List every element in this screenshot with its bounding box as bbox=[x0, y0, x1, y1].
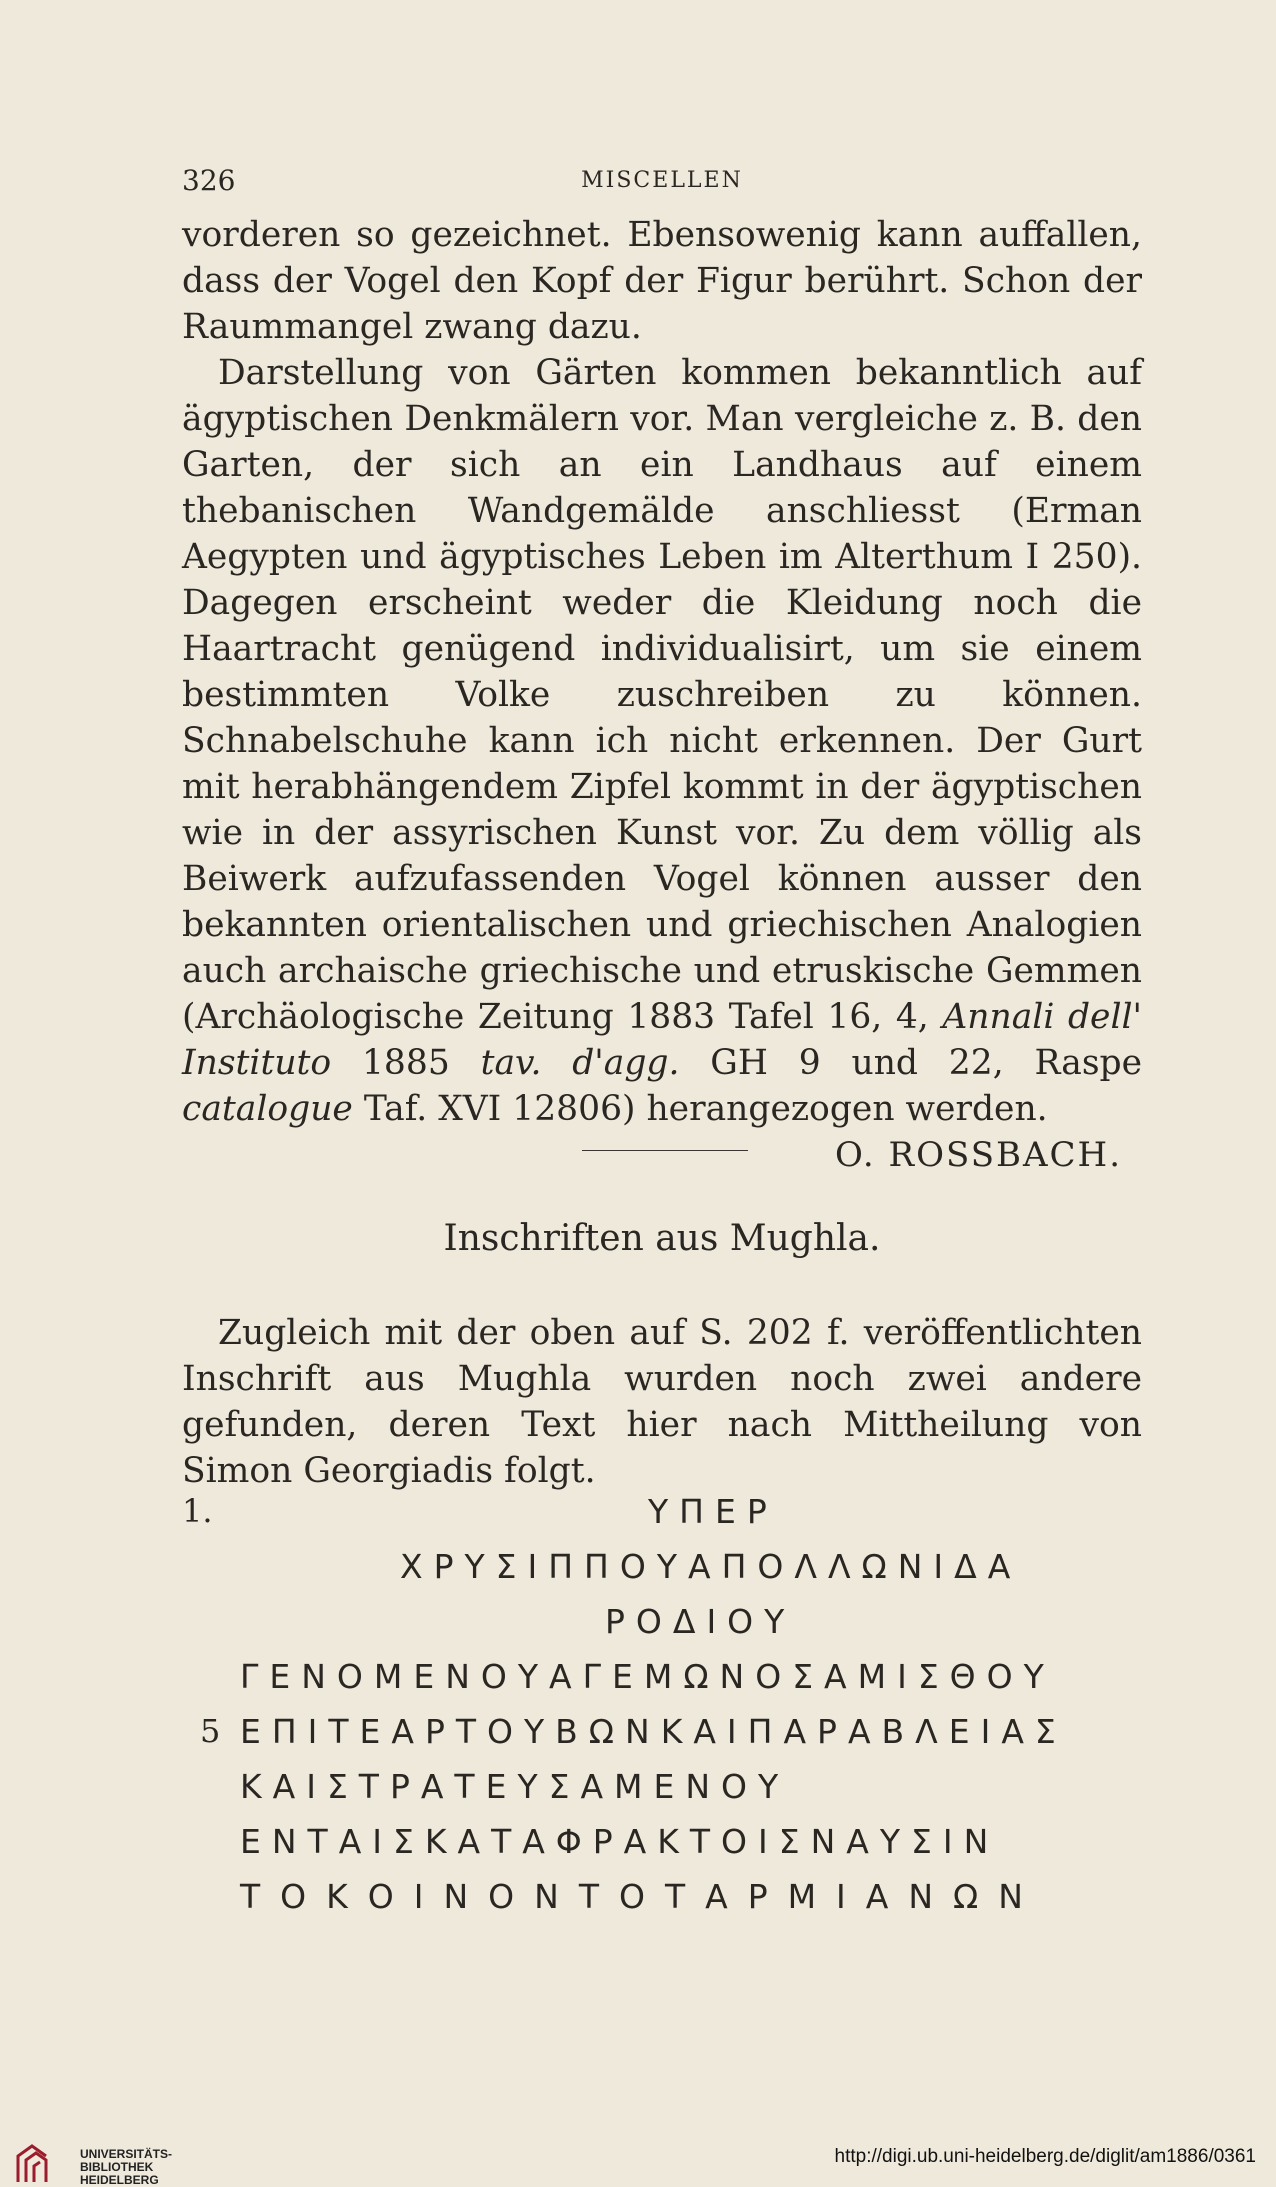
inscription-text-1: ΥΠΕΡ bbox=[648, 1492, 778, 1531]
source-url-link[interactable]: http://digi.ub.uni-heidelberg.de/diglit/am1886/0361 bbox=[834, 2146, 1256, 2167]
library-name bbox=[80, 2148, 172, 2187]
inscription-text-7: ΕΝΤΑΙΣΚΑΤΑΦΡΑΚΤΟΙΣΝΑΥΣΙΝ bbox=[240, 1822, 1000, 1861]
inscription-text-5: ΕΠΙΤΕΑΡΤΟΥΒΩΝΚΑΙΠΑΡΑΒΛΕΙΑΣ bbox=[240, 1712, 1067, 1751]
inscription-line-7 bbox=[182, 1822, 1142, 1877]
paragraph-2-italic-catalogue: catalogue bbox=[182, 1089, 353, 1129]
article-miscellen-text bbox=[182, 212, 1142, 1178]
inscription-line-8 bbox=[182, 1877, 1142, 1932]
paragraph-1: vorderen so gezeichnet. Ebensowenig kann auffallen, dass der Vogel den Kopf der Figur berührt. Schon der Raummangel zwang dazu. bbox=[182, 215, 1142, 347]
inscription-line-5 bbox=[182, 1712, 1142, 1767]
author-signature: O. ROSSBACH. bbox=[835, 1135, 1122, 1175]
paragraph-2 bbox=[182, 350, 1142, 1132]
inscription-line-6 bbox=[182, 1767, 1142, 1822]
inscription-line-4 bbox=[182, 1657, 1142, 1712]
inscription-line-3 bbox=[182, 1602, 1142, 1657]
library-logo-icon bbox=[12, 2142, 72, 2186]
inscriptions-intro bbox=[182, 1310, 1142, 1494]
inscription-line-2 bbox=[182, 1547, 1142, 1602]
page-number: 326 bbox=[182, 164, 236, 197]
greek-inscription bbox=[182, 1492, 1142, 1932]
paragraph-2-text-b: 1885 bbox=[361, 1043, 450, 1083]
intro-paragraph: Zugleich mit der oben auf S. 202 f. veröffentlichten Inschrift aus Mughla wurden noch zwei andere gefunden, deren Text hier nach Mittheilung von Simon Georgiadis folgt. bbox=[182, 1313, 1142, 1491]
paragraph-2-text-d: Taf. XVI 12806) herangezogen werden. bbox=[363, 1089, 1048, 1129]
running-title: MISCELLEN bbox=[581, 168, 743, 193]
inscription-text-3: ΡΟΔΙΟΥ bbox=[605, 1602, 796, 1641]
inscription-text-8: ΤΟΚΟΙΝΟΝΤΟΤΑΡΜΙΑΝΩΝ bbox=[240, 1877, 1043, 1916]
library-line-3: HEIDELBERG bbox=[80, 2173, 159, 2187]
section-divider bbox=[582, 1150, 748, 1151]
line-number-5: 5 bbox=[200, 1712, 221, 1750]
inscription-line-1 bbox=[182, 1492, 1142, 1547]
paragraph-2-italic-tav: tav. d'agg. bbox=[480, 1043, 680, 1083]
inscription-text-6: ΚΑΙΣΤΡΑΤΕΥΣΑΜΕΝΟΥ bbox=[240, 1767, 790, 1806]
library-line-1: UNIVERSITÄTS- bbox=[80, 2147, 173, 2161]
inscription-text-4: ΓΕΝΟΜΕΝΟΥΑΓΕΜΩΝΟΣΑΜΙΣΘΟΥ bbox=[240, 1657, 1055, 1696]
inscription-number: 1. bbox=[182, 1492, 213, 1530]
section-title: Inschriften aus Mughla. bbox=[443, 1218, 881, 1259]
paragraph-2-text-c: GH 9 und 22, Raspe bbox=[710, 1043, 1143, 1083]
inscription-text-2: ΧΡΥΣΙΠΠΟΥΑΠΟΛΛΩΝΙΔΑ bbox=[400, 1547, 1022, 1586]
digitization-footer bbox=[0, 2130, 1276, 2186]
paragraph-2-italic-annali: Annali dell' Instituto bbox=[182, 997, 1143, 1083]
library-line-2: BIBLIOTHEK bbox=[80, 2160, 154, 2174]
paragraph-2-text-a: Darstellung von Gärten kommen bekanntlich auf ägyptischen Denkmälern vor. Man vergleiche z. B. den Garten, der sich an ein Landhaus auf einem thebanischen Wandgemälde anschliesst (Erman Aegypten und ägyptisches Leben im Alterthum I 250). Dagegen erscheint weder die Kleidung noch die Haartracht genügend individualisirt, um sie einem bestimmten Volke zuschreiben zu können. Schnabelschuhe kann ich nicht erkennen. Der Gurt mit herabhängendem Zipfel kommt in der ägyptischen wie in der assyrischen Kunst vor. Zu dem völlig als Beiwerk aufzufassenden Vogel können ausser den bekannten orientalischen und griechischen Analogien auch archaische griechische und etruskische Gemmen (Archäologische Zeitung 1883 Tafel 16, 4, bbox=[182, 353, 1142, 1037]
page-header bbox=[182, 164, 1142, 204]
